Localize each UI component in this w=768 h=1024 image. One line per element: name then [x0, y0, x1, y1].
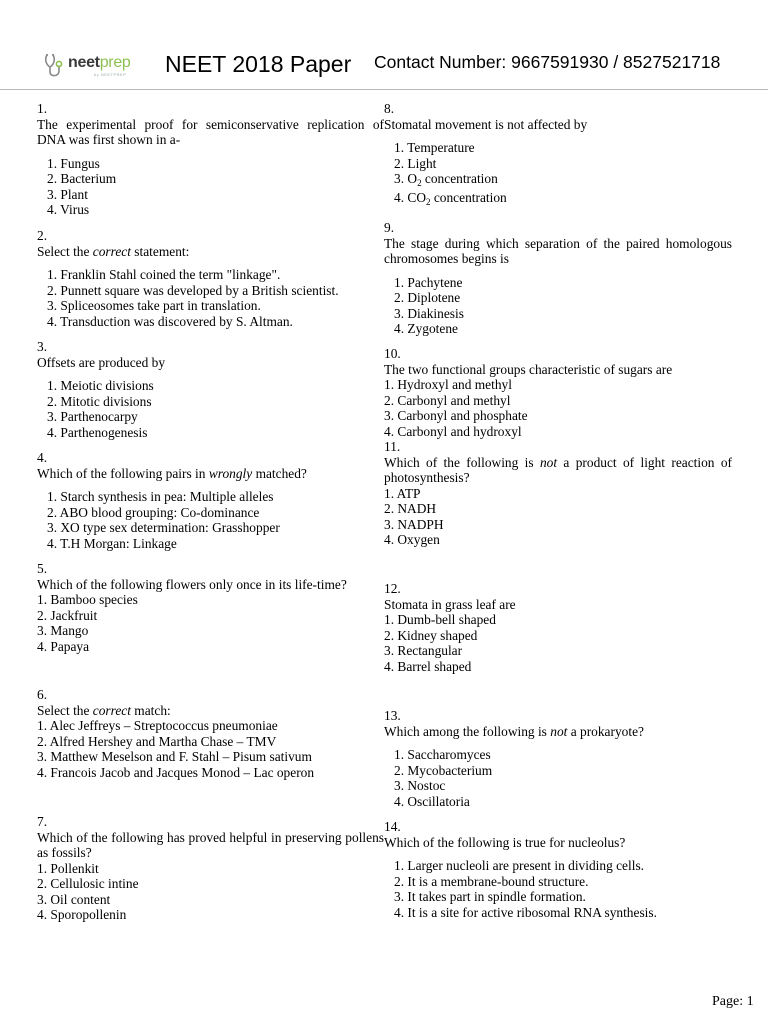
question-text: Which of the following is true for nucleolus?: [384, 834, 626, 850]
option: 4. $CO_2$ concentration: [394, 189, 507, 207]
option: 4. Papaya: [37, 638, 90, 654]
option: 4. Oxygen: [384, 532, 440, 547]
option: 2. Bacterium: [47, 171, 117, 186]
question-3: [37, 339, 384, 440]
option: 1. Franklin Stahl coined the term "linkage".: [47, 267, 281, 282]
option: 4. Parthenogenesis: [47, 424, 148, 440]
question-number: 9.: [384, 220, 395, 235]
header-divider: [0, 89, 768, 90]
option: 3. Parthenocarpy: [47, 409, 138, 424]
option: 1. Dumb-bell shaped: [384, 612, 496, 627]
question-text: Which of the following flowers only once in its life-time?: [37, 576, 347, 592]
question-number: 10.: [384, 346, 401, 361]
page-header: [0, 0, 768, 92]
option: 1. Temperature: [394, 140, 475, 155]
question-number: 2.: [37, 228, 48, 243]
question-14: [384, 819, 732, 920]
option: 1. Pachytene: [394, 274, 463, 290]
question-number: 4.: [37, 450, 48, 465]
option-list: [384, 612, 732, 674]
option: 3. Plant: [47, 186, 88, 202]
question-number: 11.: [384, 439, 401, 454]
contact-number: Contact Number: 9667591930 / 8527521718: [374, 52, 721, 72]
question-number: 6.: [37, 687, 48, 702]
option-list: [384, 486, 732, 548]
question-7: [37, 814, 384, 923]
option: 1. Fungus: [47, 155, 100, 171]
question-text: Stomatal movement is not affected by: [384, 116, 588, 132]
option: 4. T.H Morgan: Linkage: [47, 535, 177, 551]
option: 2. Jackfruit: [37, 607, 98, 623]
option: 2. Mycobacterium: [394, 762, 493, 778]
option-list: [37, 861, 384, 923]
option: 3. NADPH: [384, 516, 444, 532]
option-list: [37, 592, 384, 654]
option-list: [37, 156, 384, 218]
option: 4. It is a site for active ribosomal RNA synthesis.: [394, 904, 657, 920]
question-number: 14.: [384, 819, 401, 834]
option: 4. Carbonyl and hydroxyl: [384, 423, 522, 439]
question-8: [384, 101, 732, 205]
option: 3. Rectangular: [384, 643, 463, 658]
question-text: Which among the following is not a prokaryote?: [384, 723, 644, 739]
question-1: [37, 101, 384, 218]
option-list: [37, 267, 384, 329]
question-9: [384, 220, 732, 337]
option: 4. Francois Jacob and Jacques Monod – Lac operon: [37, 764, 315, 780]
option: 1. Meiotic divisions: [47, 378, 154, 393]
option: 2. Diplotene: [394, 290, 461, 305]
option: 2. Carbonyl and methyl: [384, 392, 511, 408]
question-2: [37, 228, 384, 329]
option: 1. ATP: [384, 485, 421, 501]
option-list: [384, 747, 732, 809]
option: 2. Kidney shaped: [384, 627, 478, 643]
question-10: [384, 346, 732, 439]
question-12: [384, 581, 732, 674]
question-number: 5.: [37, 561, 48, 576]
logo-tagline: by NEETPREP: [94, 72, 127, 77]
question-text: Select the correct match:: [37, 702, 171, 718]
option-list: [384, 275, 732, 337]
question-number: 7.: [37, 814, 48, 829]
question-text: Offsets are produced by: [37, 354, 166, 370]
option: 3. XO type sex determination: Grasshopper: [47, 520, 280, 535]
option: 2. Alfred Hershey and Martha Chase – TMV: [37, 733, 277, 749]
option: 2. Light: [394, 155, 437, 171]
option: 1. Hydroxyl and methyl: [384, 377, 512, 392]
option: 2. ABO blood grouping: Co-dominance: [47, 504, 260, 520]
option-list: [37, 378, 384, 440]
option: 4. Oscillatoria: [394, 793, 470, 809]
option: 1. Larger nucleoli are present in dividing cells.: [394, 858, 645, 873]
option: 3. Oil content: [37, 891, 111, 907]
question-number: 3.: [37, 339, 48, 354]
option: 3. It takes part in spindle formation.: [394, 889, 586, 904]
paper-title: NEET 2018 Paper: [165, 51, 352, 77]
question-text: The two functional groups characteristic of sugars are: [384, 361, 673, 377]
option: 2. Punnett square was developed by a British scientist.: [47, 282, 339, 298]
option: 3. Spliceosomes take part in translation.: [47, 298, 261, 313]
option: 4. Virus: [47, 202, 90, 217]
option-list: [384, 377, 732, 439]
option: 3. Nostoc: [394, 778, 446, 793]
question-text: The experimental proof for semiconservative replication of DNA was first shown in a-: [37, 116, 384, 147]
question-number: 12.: [384, 581, 401, 596]
question-text: Which of the following pairs in wrongly matched?: [37, 465, 307, 481]
option: 1. Pollenkit: [37, 860, 99, 876]
option: 1. Bamboo species: [37, 592, 138, 607]
option-list: [37, 489, 384, 551]
question-5: [37, 561, 384, 654]
question-6: [37, 687, 384, 780]
stethoscope-icon: [42, 52, 68, 80]
option: 1. Starch synthesis in pea: Multiple alleles: [47, 489, 274, 504]
question-number: 1.: [37, 101, 48, 116]
question-text: Which of the following is not a product of light reaction of photosynthesis?: [384, 454, 732, 485]
question-number: 13.: [384, 708, 401, 723]
question-text: The stage during which separation of the paired homologous chromosomes begins is: [384, 235, 732, 266]
question-number: 8.: [384, 101, 395, 116]
option: 3. Diakinesis: [394, 305, 464, 321]
logo-neet-text: neet: [68, 54, 100, 71]
question-text: Stomata in grass leaf are: [384, 596, 516, 612]
option: 4. Sporopollenin: [37, 907, 127, 922]
option: 2. Cellulosic intine: [37, 876, 139, 891]
question-11: [384, 439, 732, 548]
option: 4. Transduction was discovered by S. Altman.: [47, 313, 293, 329]
option: 3. $O_2$ concentration: [394, 171, 498, 188]
option: 2. Mitotic divisions: [47, 393, 152, 409]
option: 4. Barrel shaped: [384, 658, 472, 674]
neetprep-logo: [42, 52, 142, 80]
option: 3. Carbonyl and phosphate: [384, 408, 528, 423]
option-list: [384, 140, 732, 205]
option-list: [384, 858, 732, 920]
option: 1. Saccharomyces: [394, 747, 491, 762]
option: 3. Mango: [37, 623, 89, 638]
option-list: [37, 718, 384, 780]
option: 3. Matthew Meselson and F. Stahl – Pisum sativum: [37, 749, 312, 764]
logo-prep-text: prep: [99, 54, 131, 71]
option: 2. NADH: [384, 501, 437, 516]
page-number: Page: 1: [712, 994, 754, 1009]
question-13: [384, 708, 732, 809]
option: 4. Zygotene: [394, 321, 458, 336]
option: 1. Alec Jeffreys – Streptococcus pneumoniae: [37, 718, 278, 733]
question-4: [37, 450, 384, 551]
question-text: Select the correct statement:: [37, 243, 190, 259]
option: 2. It is a membrane-bound structure.: [394, 873, 589, 889]
question-text: Which of the following has proved helpful in preserving pollens as fossils?: [37, 829, 384, 860]
